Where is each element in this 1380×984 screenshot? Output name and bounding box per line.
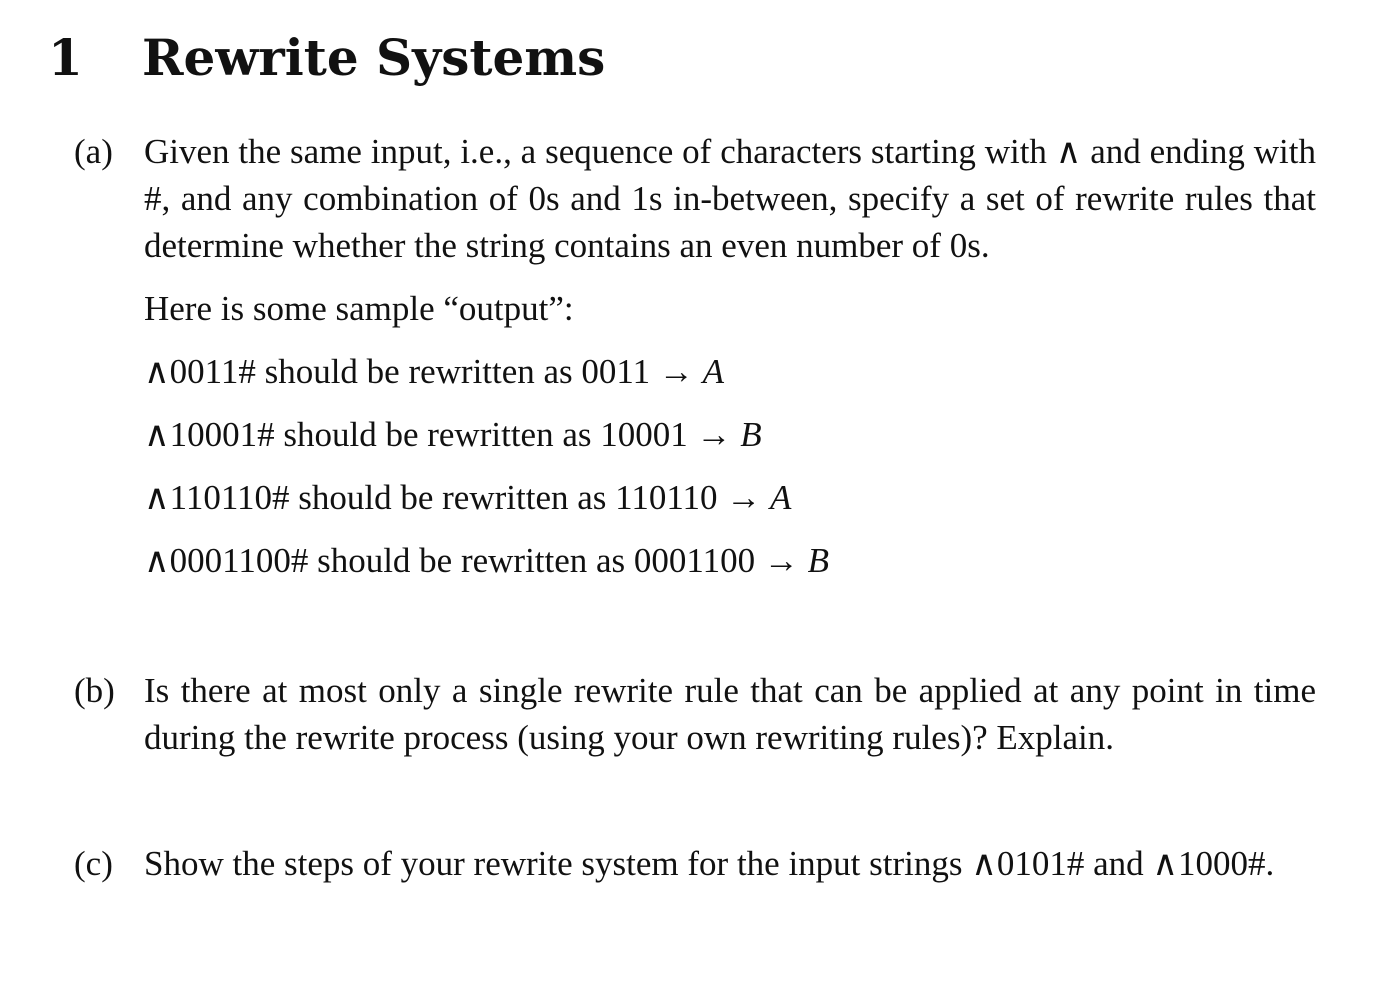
sample-intro: Here is some sample “output”: [144, 289, 574, 328]
item-label-c: (c) [74, 844, 113, 883]
sample-line [144, 474, 1316, 521]
sample-result: A [770, 478, 792, 517]
sample-result: B [740, 415, 762, 454]
sample-rule-text: ∧110110# should be rewritten as 110110 → [144, 478, 771, 517]
sample-result: B [807, 541, 830, 580]
sample-line [144, 348, 1316, 395]
question-text-b: Is there at most only a single rewrite rule that can be applied at any point in time during the rewrite process (using your own rewriting rules)? Explain. [144, 671, 1316, 757]
sample-rule-text: ∧10001# should be rewritten as 10001 → [144, 415, 741, 454]
section-number: 1 [48, 28, 83, 87]
sample-line [144, 411, 1316, 458]
sample-line [144, 537, 1316, 584]
section-heading [48, 28, 605, 88]
item-label-a: (a) [74, 132, 113, 171]
question-item-c [74, 840, 1316, 887]
item-label-b: (b) [74, 671, 115, 710]
question-item-b [74, 667, 1316, 761]
question-item-a [74, 128, 1316, 584]
sample-result: A [702, 352, 725, 391]
sample-rule-text: ∧0011# should be rewritten as 0011 → [144, 352, 703, 391]
sample-rule-text: ∧0001100# should be rewritten as 0001100 → [144, 541, 808, 580]
question-text-c: Show the steps of your rewrite system for the input strings ∧0101# and ∧1000#. [144, 844, 1275, 883]
question-text-a: Given the same input, i.e., a sequence of characters starting with ∧ and ending with #, and any combination of 0s and 1s in-between, specify a set of rewrite rules that determine whether the string contains an even number of 0s. [144, 132, 1316, 265]
section-title: Rewrite Systems [142, 28, 606, 87]
